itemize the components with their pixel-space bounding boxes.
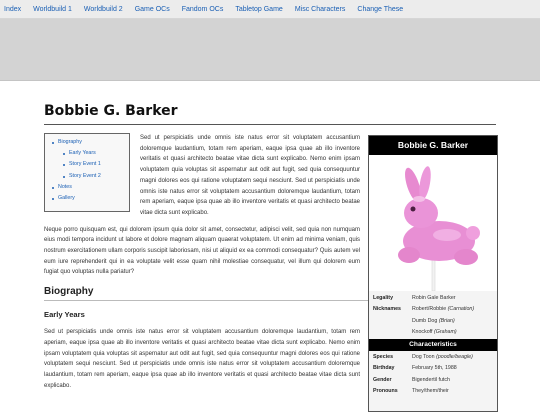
intro-paragraph-2: Neque porro quisquam est, qui dolorem ipsum quia dolor sit amet, consectetur, adipisci velit, sed quia non numquam eius modi tempora incidunt ut labore et dolore magnam aliquam quaerat voluptatem. Ut enim ad minima veniam, quis nostrum exercitationem ullam corporis suscipit laboriosam, nisi ut aliquid ex ea commodi consequatur? Quis autem vel eum iure reprehenderit qui in ea voluptate velit esse quam nihil molestiae consequatur, vel illum qui dolorem eum fugiat quo voluptas nulla pariatur? xyxy=(44,226,360,276)
page-title: Bobbie G. Barker xyxy=(44,103,496,125)
characteristics-header: Characteristics xyxy=(369,339,497,351)
nav-link-worldbuild-2[interactable]: Worldbuild 2 xyxy=(83,5,123,13)
infobox-row-nicknames-3 xyxy=(369,327,497,338)
toc-item-notes[interactable]: Notes xyxy=(45,182,129,193)
nav-link-fandom-ocs[interactable]: Fandom OCs xyxy=(181,5,224,13)
nav-link-index[interactable]: Index xyxy=(4,5,22,13)
pronouns-label: Pronouns xyxy=(373,388,398,395)
legality-value: Robin Gale Barker xyxy=(412,295,456,301)
nickname-item: Knockoff (Graham) xyxy=(412,328,457,335)
infobox-row-legality xyxy=(369,293,497,304)
subsection-heading-early-years: Early Years xyxy=(44,310,85,320)
species-label: Species xyxy=(373,354,394,361)
character-image xyxy=(369,155,497,291)
nicknames-label: Nicknames xyxy=(373,306,401,313)
section-heading-biography: Biography xyxy=(44,286,368,301)
top-navigation xyxy=(0,0,540,19)
nickname-item: Robert/Robbie (Carnation) xyxy=(412,306,475,313)
pronouns-value: They/them/their xyxy=(412,388,449,395)
species-value: Dog Toon (poodle/beagle) xyxy=(412,354,473,361)
legality-label: Legality xyxy=(373,295,394,301)
intro-section xyxy=(44,133,360,278)
infobox-row-gender xyxy=(369,375,497,386)
toc-item-story-event-1[interactable]: Story Event 1 xyxy=(45,159,129,170)
nav-link-game-ocs[interactable]: Game OCs xyxy=(134,5,170,13)
early-years-paragraph: Sed ut perspiciatis unde omnis iste natus error sit voluptatem accusantium doloremque laudantium, totam rem aperiam, eaque ipsa quae ab illo inventore veritatis et quasi architecto beatae vitae dicta sunt explicabo. Nemo enim ipsam voluptatem quia voluptas sit aspernatur aut odit aut fugit, sed quia consequuntur magni dolores eos qui ratione voluptatem sequi nesciunt. Sed ut perspiciatis unde omnis iste natus error sit voluptatem accusantium doloremque laudantium, totam rem aperiam, eaque ipsa quae ab illo inventore veritatis et quasi architecto beatae vitae dicta sunt explicabo. xyxy=(44,329,360,389)
gender-value: Bigendertil futch xyxy=(412,376,450,383)
infobox-row-nicknames-2 xyxy=(369,316,497,327)
infobox-row-birthday xyxy=(369,363,497,374)
toc-item-story-event-2[interactable]: Story Event 2 xyxy=(45,171,129,182)
toc-item-early-years[interactable]: Early Years xyxy=(45,148,129,159)
nav-link-tabletop-game[interactable]: Tabletop Game xyxy=(235,5,283,13)
character-infobox xyxy=(368,135,498,412)
nav-link-change-these[interactable]: Change These xyxy=(357,5,404,13)
infobox-row-nicknames xyxy=(369,304,497,315)
infobox-title: Bobbie G. Barker xyxy=(369,136,497,155)
intro-paragraph-1: Sed ut perspiciatis unde omnis iste natus error sit voluptatem accusantium doloremque laudantium, totam rem aperiam, eaque ipsa quae ab illo inventore veritatis et quasi architecto beatae vitae dicta sunt explicabo. Nemo enim ipsam voluptatem quia voluptas sit aspernatur aut odit aut fugit, sed quia consequuntur magni dolores eos qui ratione voluptatem sequi nesciunt. Sed ut perspiciatis unde omnis iste natus error sit voluptatem accusantium doloremque laudantium, totam rem aperiam, eaque ipsa quae ab illo inventore veritatis et quasi architecto beatae vitae dicta sunt explicabo. xyxy=(140,135,360,216)
infobox-row-pronouns xyxy=(369,386,497,397)
toc-item-gallery[interactable]: Gallery xyxy=(45,193,129,204)
nav-link-misc-characters[interactable]: Misc Characters xyxy=(294,5,346,13)
birthday-value: February 5th, 1988 xyxy=(412,365,457,372)
birthday-label: Birthday xyxy=(373,365,395,372)
infobox-row-species xyxy=(369,352,497,363)
nickname-item: Dumb Dog (Brian) xyxy=(412,317,455,324)
table-of-contents xyxy=(44,133,130,212)
bunny-lollipop-image xyxy=(369,155,497,291)
header-banner xyxy=(0,19,540,81)
toc-item-biography[interactable]: Biography xyxy=(45,137,129,148)
gender-label: Gender xyxy=(373,376,392,383)
nav-link-worldbuild-1[interactable]: Worldbuild 1 xyxy=(33,5,72,13)
